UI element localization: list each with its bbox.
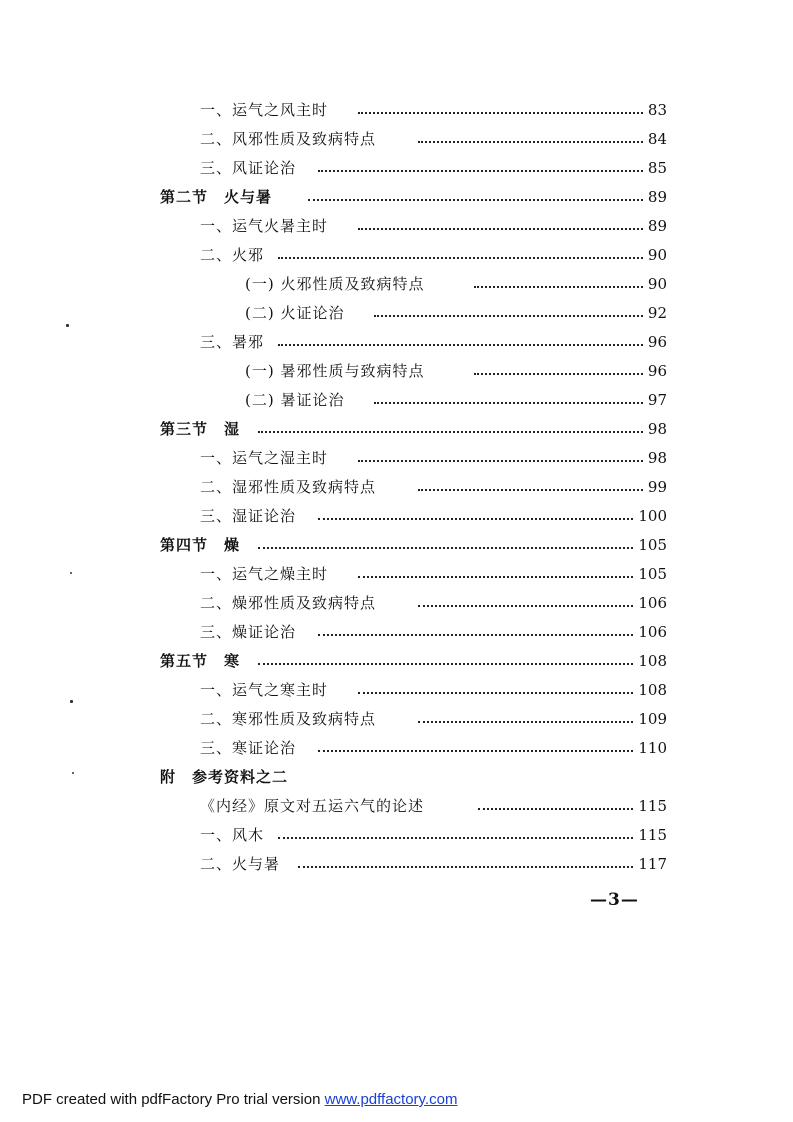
toc-entry-title: 三、燥证论治 xyxy=(200,623,297,641)
toc-entry-title: (二) 暑证论治 xyxy=(245,391,345,409)
toc-page-number: 108 xyxy=(638,681,667,699)
toc-leader xyxy=(318,750,633,752)
scan-speck xyxy=(66,324,69,327)
toc-row xyxy=(0,390,793,419)
toc-page-number: 96 xyxy=(647,333,667,351)
toc-entry-title: 一、运气火暑主时 xyxy=(200,217,329,235)
toc-entry-title: 三、湿证论治 xyxy=(200,507,297,525)
toc-row xyxy=(0,361,793,390)
toc-entry-title: 《内经》原文对五运六气的论述 xyxy=(200,797,425,815)
toc-leader xyxy=(278,257,643,259)
toc-row xyxy=(0,796,793,825)
toc-page-number: 90 xyxy=(647,275,667,293)
scan-speck xyxy=(70,572,72,574)
toc-appendix-title: 附 参考资料之二 xyxy=(160,768,289,786)
toc-page-number: 106 xyxy=(638,623,667,641)
toc-page-number: 96 xyxy=(647,362,667,380)
toc-entry-title: 一、运气之燥主时 xyxy=(200,565,329,583)
toc-entry-title: 二、燥邪性质及致病特点 xyxy=(200,594,377,612)
toc-entry-title: 一、运气之寒主时 xyxy=(200,681,329,699)
toc-row xyxy=(0,825,793,854)
toc-row xyxy=(0,158,793,187)
toc-leader xyxy=(298,866,633,868)
toc-page-number: 84 xyxy=(647,130,667,148)
toc-row xyxy=(0,506,793,535)
toc-leader xyxy=(278,837,633,839)
toc-leader xyxy=(358,112,643,114)
toc-section-title: 第五节 寒 xyxy=(160,652,241,670)
toc-row-section xyxy=(0,535,793,564)
toc-row xyxy=(0,709,793,738)
toc-row xyxy=(0,332,793,361)
toc-page-number: 108 xyxy=(638,652,667,670)
toc-row xyxy=(0,129,793,158)
toc-page-number: 98 xyxy=(647,449,667,467)
toc-leader xyxy=(374,315,643,317)
toc-leader xyxy=(258,547,633,549)
toc-entry-title: 二、火邪 xyxy=(200,246,265,264)
toc-row xyxy=(0,477,793,506)
toc-entry-title: 一、运气之湿主时 xyxy=(200,449,329,467)
toc-row xyxy=(0,854,793,883)
toc-page-number: 89 xyxy=(647,188,667,206)
toc-row xyxy=(0,680,793,709)
toc-row-section xyxy=(0,419,793,448)
toc-leader xyxy=(308,199,643,201)
toc-page-number: 83 xyxy=(647,101,667,119)
toc-row xyxy=(0,564,793,593)
toc-row xyxy=(0,593,793,622)
toc-leader xyxy=(318,518,633,520)
toc-page-number: 89 xyxy=(647,217,667,235)
toc-page-number: 92 xyxy=(647,304,667,322)
toc-leader xyxy=(258,431,643,433)
toc-leader xyxy=(358,460,643,462)
toc-page-number: 105 xyxy=(638,536,667,554)
pdf-footer-text: PDF created with pdfFactory Pro trial version xyxy=(22,1091,325,1108)
toc-page-number: 100 xyxy=(638,507,667,525)
toc-entry-title: (一) 暑邪性质与致病特点 xyxy=(245,362,425,380)
toc-page-number: 109 xyxy=(638,710,667,728)
toc-row xyxy=(0,448,793,477)
toc-row-section xyxy=(0,651,793,680)
toc-entry-title: 一、风木 xyxy=(200,826,265,844)
toc-leader xyxy=(278,344,643,346)
pdffactory-link[interactable]: www.pdffactory.com xyxy=(324,1091,458,1108)
toc-leader xyxy=(358,692,633,694)
toc-page-number: 85 xyxy=(647,159,667,177)
toc-row xyxy=(0,216,793,245)
toc-row xyxy=(0,274,793,303)
toc-row xyxy=(0,100,793,129)
toc-entry-title: 二、湿邪性质及致病特点 xyxy=(200,478,377,496)
toc-leader xyxy=(358,576,633,578)
toc-row xyxy=(0,245,793,274)
toc-entry-title: 三、寒证论治 xyxy=(200,739,297,757)
toc-section-title: 第三节 湿 xyxy=(160,420,241,438)
toc-entry-title: 一、运气之风主时 xyxy=(200,101,329,119)
pdf-footer-note xyxy=(22,1091,457,1108)
toc-entry-title: (一) 火邪性质及致病特点 xyxy=(245,275,425,293)
toc-row xyxy=(0,622,793,651)
toc-entry-title: (二) 火证论治 xyxy=(245,304,345,322)
toc-row xyxy=(0,303,793,332)
page-number-footer: —3— xyxy=(590,890,639,910)
toc-row-section xyxy=(0,187,793,216)
toc-page-number: 117 xyxy=(638,855,667,873)
toc-page-number: 98 xyxy=(647,420,667,438)
scan-speck xyxy=(72,772,74,774)
toc-leader xyxy=(418,605,633,607)
toc-entry-title: 三、暑邪 xyxy=(200,333,265,351)
toc-leader xyxy=(358,228,643,230)
toc-row-appendix xyxy=(0,767,793,796)
toc-page-number: 99 xyxy=(647,478,667,496)
toc-leader xyxy=(374,402,643,404)
toc-page-number: 110 xyxy=(638,739,667,757)
toc-page-number: 90 xyxy=(647,246,667,264)
toc-page-number: 115 xyxy=(638,797,667,815)
toc-leader xyxy=(318,634,633,636)
toc-entry-title: 三、风证论治 xyxy=(200,159,297,177)
toc-leader xyxy=(418,721,633,723)
toc-page-number: 105 xyxy=(638,565,667,583)
toc-row xyxy=(0,738,793,767)
toc-section-title: 第四节 燥 xyxy=(160,536,241,554)
toc-leader xyxy=(318,170,643,172)
toc-leader xyxy=(258,663,633,665)
scan-speck xyxy=(70,700,73,703)
toc-page-number: 97 xyxy=(647,391,667,409)
toc-entry-title: 二、寒邪性质及致病特点 xyxy=(200,710,377,728)
toc-section-title: 第二节 火与暑 xyxy=(160,188,273,206)
toc-page-number: 115 xyxy=(638,826,667,844)
toc-entry-title: 二、火与暑 xyxy=(200,855,281,873)
toc-page-number: 106 xyxy=(638,594,667,612)
toc-entry-title: 二、风邪性质及致病特点 xyxy=(200,130,377,148)
